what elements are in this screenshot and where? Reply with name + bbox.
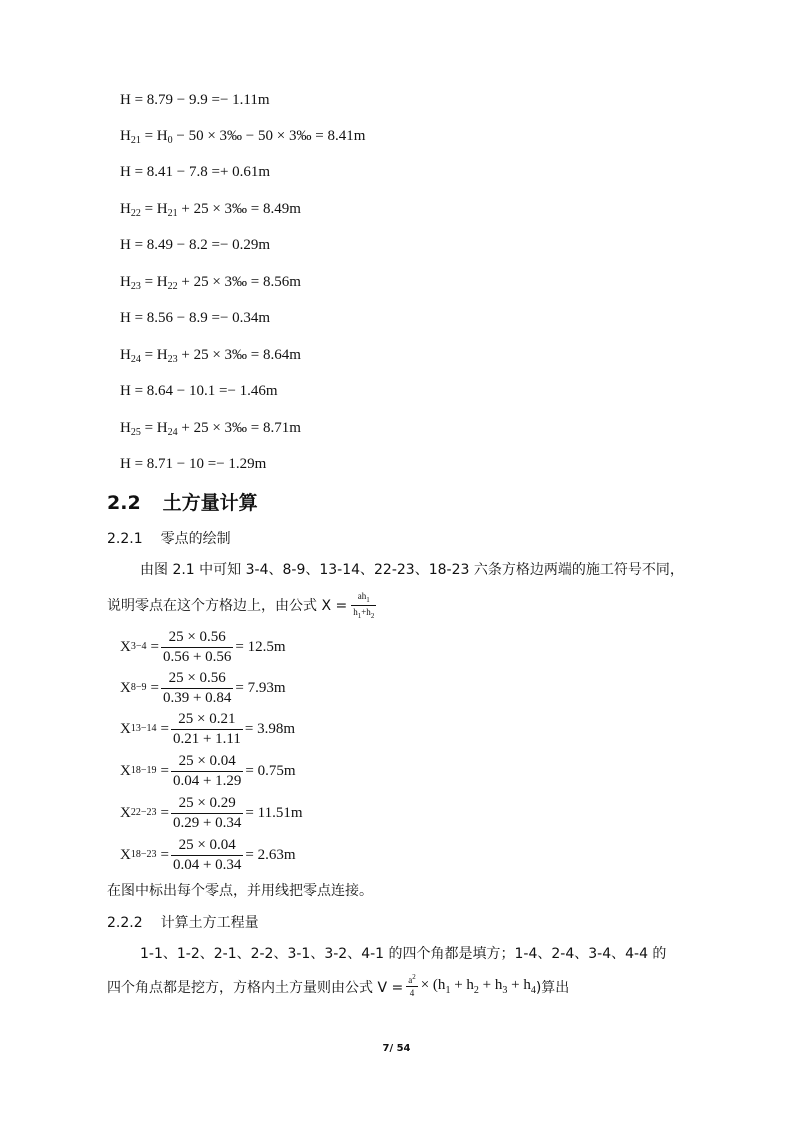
fraction-denominator: 4 bbox=[409, 988, 415, 998]
eq-lhs: H bbox=[120, 128, 131, 144]
formula-rest bbox=[421, 977, 536, 996]
formula-text: + h bbox=[450, 977, 474, 993]
zero-point-formula: X 22−23 = $\frac{25 \times 0.29}{0.29 + 0.34}$ = 11.51m bbox=[120, 794, 303, 831]
equals-sign: = bbox=[150, 679, 159, 696]
equation bbox=[120, 163, 270, 181]
fraction-denominator bbox=[351, 606, 376, 620]
x-fraction bbox=[171, 837, 243, 874]
equation bbox=[120, 382, 278, 400]
eq-rhs-pre: = H bbox=[144, 274, 168, 290]
page-number: 7/ 54 bbox=[382, 1043, 411, 1054]
num-sup: 2 bbox=[412, 973, 416, 981]
x-fraction bbox=[161, 670, 233, 707]
formula-sub: 2 bbox=[473, 985, 479, 996]
paragraph-line-formula bbox=[107, 975, 569, 998]
x-symbol: X bbox=[120, 720, 131, 737]
equals-sign: = bbox=[150, 638, 159, 655]
equation bbox=[120, 309, 270, 327]
eq-rhs-sub: 23 bbox=[167, 354, 178, 365]
x-symbol: X bbox=[120, 638, 131, 655]
formula-sub: 3 bbox=[502, 985, 508, 996]
eq-lhs: H bbox=[120, 310, 131, 326]
formula-sub: 4 bbox=[530, 985, 536, 996]
subsection-number: 2.2.1 bbox=[107, 531, 143, 547]
equation bbox=[120, 455, 266, 473]
eq-rhs-sub: 22 bbox=[167, 281, 178, 292]
paragraph-line: 在图中标出每个零点，并用线把零点连接。 bbox=[107, 883, 373, 899]
x-result: = 7.93m bbox=[235, 679, 286, 696]
eq-rhs: = 8.79 − 9.9 =− 1.11m bbox=[134, 92, 270, 108]
x-symbol: X bbox=[120, 804, 131, 821]
eq-lhs: H bbox=[120, 92, 131, 108]
x-symbol: X bbox=[120, 679, 131, 696]
subsection-heading-zero-points bbox=[107, 528, 231, 548]
formula-fraction bbox=[406, 975, 418, 998]
equals-sign: = bbox=[160, 720, 169, 737]
x-result: = 12.5m bbox=[235, 638, 286, 655]
eq-rhs: + 25 × 3‰ = 8.49m bbox=[177, 201, 301, 217]
num-text: a bbox=[408, 975, 413, 985]
eq-lhs: H bbox=[120, 383, 131, 399]
eq-lhs-sub: 22 bbox=[130, 208, 141, 219]
eq-rhs: = 8.49 − 8.2 =− 0.29m bbox=[134, 237, 271, 253]
zero-point-formula: X 8−9 = $\frac{25 \times 0.56}{0.39 + 0.84}$ = 7.93m bbox=[120, 669, 286, 706]
eq-rhs: = 8.41 − 7.8 =+ 0.61m bbox=[134, 164, 271, 180]
x-fraction bbox=[171, 795, 243, 832]
equals-sign: = bbox=[160, 762, 169, 779]
x-denominator: 0.56 + 0.56 bbox=[162, 648, 232, 665]
eq-rhs-pre: = H bbox=[144, 347, 168, 363]
x-result: = 2.63m bbox=[245, 846, 296, 863]
section-heading bbox=[107, 488, 258, 515]
eq-lhs-sub: 21 bbox=[130, 135, 141, 146]
paragraph-line-formula bbox=[107, 591, 376, 620]
x-symbol: X bbox=[120, 846, 131, 863]
equals-sign: = bbox=[160, 804, 169, 821]
eq-rhs: + 25 × 3‰ = 8.64m bbox=[177, 347, 301, 363]
zero-point-formula: X 3−4 = $\frac{25 \times 0.56}{0.56 + 0.56}$ = 12.5m bbox=[120, 628, 286, 665]
eq-rhs: − 50 × 3‰ − 50 × 3‰ = 8.41m bbox=[172, 128, 366, 144]
equation bbox=[120, 200, 301, 218]
eq-lhs-sub: 25 bbox=[130, 427, 141, 438]
eq-lhs: H bbox=[120, 164, 131, 180]
zero-point-formula: X 13−14 = $\frac{25 \times 0.21}{0.21 + 1.11}$ = 3.98m bbox=[120, 710, 295, 747]
eq-rhs-pre: = H bbox=[144, 128, 168, 144]
x-numerator: 25 × 0.04 bbox=[171, 753, 243, 772]
subsection-number: 2.2.2 bbox=[107, 915, 143, 931]
equation bbox=[120, 236, 270, 254]
equation bbox=[120, 346, 301, 364]
x-symbol: X bbox=[120, 762, 131, 779]
equation bbox=[120, 91, 270, 109]
eq-rhs-sub: 21 bbox=[167, 208, 178, 219]
section-title: 土方量计算 bbox=[162, 492, 258, 514]
zero-point-formula: X 18−23 = $\frac{25 \times 0.04}{0.04 + 0.34}$ = 2.63m bbox=[120, 836, 296, 873]
x-fraction bbox=[171, 711, 243, 748]
x-result: = 0.75m bbox=[245, 762, 296, 779]
x-numerator: 25 × 0.21 bbox=[171, 711, 243, 730]
subsection-heading-earthwork bbox=[107, 912, 259, 932]
formula-text: + h bbox=[478, 977, 503, 993]
eq-lhs: H bbox=[120, 347, 131, 363]
equation bbox=[120, 419, 301, 437]
eq-rhs-pre: = H bbox=[144, 201, 168, 217]
num-sub: 1 bbox=[366, 595, 370, 604]
eq-lhs-sub: 24 bbox=[130, 354, 141, 365]
fraction-numerator bbox=[406, 975, 418, 987]
fraction-numerator bbox=[351, 591, 376, 606]
x-numerator: 25 × 0.29 bbox=[171, 795, 243, 814]
eq-lhs: H bbox=[120, 237, 131, 253]
formula-sub: 1 bbox=[445, 985, 451, 996]
paragraph-text: 四个角点都是挖方，方格内土方量则由公式 V = bbox=[107, 979, 404, 996]
den-plus: +h bbox=[361, 606, 371, 617]
eq-lhs: H bbox=[120, 201, 131, 217]
paragraph-line: 由图 2.1 中可知 3-4、8-9、13-14、22-23、18-23 六条方格边两端的施工符号不同， bbox=[140, 562, 684, 578]
zero-point-formula: X 18−19 = $\frac{25 \times 0.04}{0.04 + 1.29}$ = 0.75m bbox=[120, 752, 296, 789]
eq-rhs: + 25 × 3‰ = 8.56m bbox=[177, 274, 301, 290]
formula-text: × (h bbox=[420, 977, 446, 993]
den-sub: 1 bbox=[357, 611, 362, 620]
eq-rhs: = 8.56 − 8.9 =− 0.34m bbox=[134, 310, 271, 326]
x-numerator: 25 × 0.04 bbox=[171, 837, 243, 856]
num-text: ah bbox=[357, 591, 367, 601]
paragraph-text: 说明零点在这个方格边上，由公式 X = bbox=[107, 598, 348, 615]
eq-rhs-pre: = H bbox=[144, 420, 168, 436]
paragraph-line: 1-1、1-2、2-1、2-2、3-1、3-2、4-1 的四个角都是填方；1-4、2-4、3-4、4-4 的 bbox=[140, 946, 667, 962]
eq-lhs: H bbox=[120, 456, 131, 472]
eq-rhs-sub: 0 bbox=[167, 135, 173, 146]
x-denominator: 0.29 + 0.34 bbox=[172, 814, 242, 831]
x-result: = 11.51m bbox=[245, 804, 303, 821]
x-fraction bbox=[171, 753, 243, 790]
eq-rhs: = 8.71 − 10 =− 1.29m bbox=[134, 456, 267, 472]
x-numerator: 25 × 0.56 bbox=[161, 629, 233, 648]
equation bbox=[120, 273, 301, 291]
eq-lhs-sub: 23 bbox=[130, 281, 141, 292]
den-text: h bbox=[353, 606, 358, 617]
eq-lhs: H bbox=[120, 274, 131, 290]
formula-text: + h bbox=[507, 977, 531, 993]
equals-sign: = bbox=[160, 846, 169, 863]
x-denominator: 0.04 + 1.29 bbox=[172, 772, 242, 789]
eq-rhs-sub: 24 bbox=[167, 427, 178, 438]
eq-rhs: = 8.64 − 10.1 =− 1.46m bbox=[134, 383, 278, 399]
subsection-title: 零点的绘制 bbox=[160, 531, 231, 547]
subsection-title: 计算土方工程量 bbox=[160, 915, 259, 931]
x-result: = 3.98m bbox=[244, 720, 295, 737]
paragraph-text: )算出 bbox=[535, 979, 570, 996]
den-sub: 2 bbox=[370, 611, 375, 620]
equation bbox=[120, 127, 365, 145]
x-fraction bbox=[161, 629, 233, 666]
x-denominator: 0.21 + 1.11 bbox=[172, 730, 241, 747]
formula-fraction bbox=[351, 591, 376, 620]
section-number: 2.2 bbox=[107, 492, 141, 514]
eq-lhs: H bbox=[120, 420, 131, 436]
x-denominator: 0.04 + 0.34 bbox=[172, 856, 242, 873]
x-numerator: 25 × 0.56 bbox=[161, 670, 233, 689]
eq-rhs: + 25 × 3‰ = 8.71m bbox=[177, 420, 301, 436]
x-denominator: 0.39 + 0.84 bbox=[162, 689, 232, 706]
